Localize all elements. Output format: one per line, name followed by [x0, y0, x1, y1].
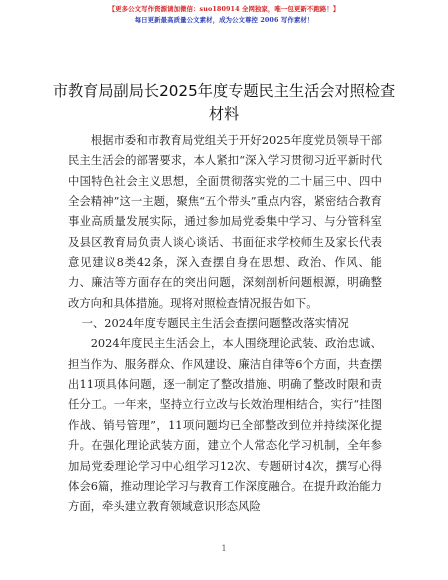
section-paragraph: 2024年度民主生活会上，本人围绕理论武装、政治忠诚、担当作为、服务群众、作风建设、廉洁自律等6个方面，共查摆出11项具体问题，逐一制定了整改措施、明确了整改时限和责任分工。一年来，坚持立行立改与长效治理相结合，实行“挂图作战、销号管理”，11项问题均已全部整改到位并持续深化提升。在强化理论武装方面，建立个人常态化学习机制，全年参加局党委理论学习中心组学习12次、专题研讨4次，撰写心得体会6篇，推动理论学习与教育工作深度融合。在提升政治能力方面，牵头建立教育领域意识形态风险: [68, 336, 382, 514]
section-heading: 一、2024年度专题民主生活会查摆问题整改落实情况: [81, 316, 349, 331]
banner-line-1: 【更多公文写作资源请加微信：suo180914 全网独家，唯一包更新不跑路！】: [108, 5, 340, 13]
promo-banner: [0, 4, 448, 26]
intro-paragraph: 根据市委和市教育局党组关于开好2025年度党员领导干部民主生活会的部署要求，本人紧扣“深入学习贯彻习近平新时代中国特色社会主义思想，全面贯彻落实党的二十届三中、四中全会精神”这一主题，聚焦“五个带头”重点内容，紧密结合教育事业高质量发展实际，通过参加局党委集中学习、与分管科室及县区教育局负责人谈心谈话、书面征求学校师生及家长代表意见建议8类42条，深入查摆自身在思想、政治、作风、能力、廉洁等方面存在的突出问题，深刻剖析问题根源，明确整改方向和具体措施。现将对照检查情况报告如下。: [68, 133, 382, 310]
page-number: 1: [221, 544, 227, 553]
banner-line-2: 每日更新最高质量公文素材，成为公文尊控 2006 写作素材！: [134, 16, 314, 24]
document-body: [68, 130, 382, 517]
document-title: 市教育局副局长2025年度专题民主生活会对照检查材料: [52, 82, 396, 123]
